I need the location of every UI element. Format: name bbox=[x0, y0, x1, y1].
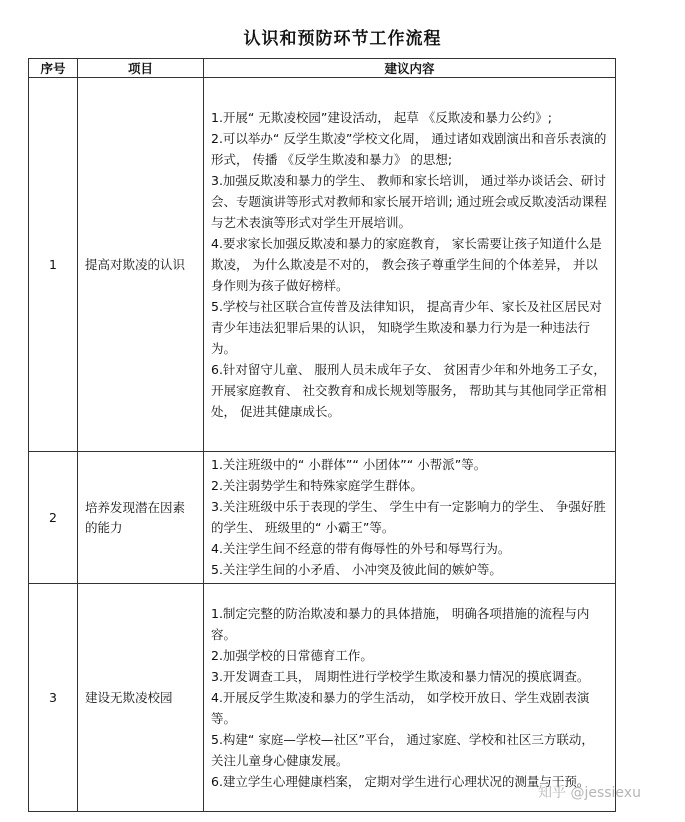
row-item: 培养发现潜在因素的能力 bbox=[78, 452, 204, 584]
content-entry: 4.关注学生间不经意的带有侮辱性的外号和辱骂行为。 bbox=[211, 541, 511, 556]
content-entry: 2.可以举办“ 反学生欺凌”学校文化周， 通过诸如戏剧演出和音乐表演的形式， 传播 《反学生欺凌和暴力》 的思想; bbox=[211, 130, 607, 167]
content-entry: 6.针对留守儿童、 服刑人员未成年子女、 贫困青少年和外地务工子女， 开展家庭教育、 社交教育和成长规划等服务， 帮助其与其他同学正常相处， 促进其健康成长。 bbox=[211, 361, 607, 419]
content-entry: 5.学校与社区联合宣传普及法律知识， 提高青少年、家长及社区居民对青少年违法犯罪后果的认识， 知晓学生欺凌和暴力行为是一种违法行为。 bbox=[211, 298, 602, 356]
table-row bbox=[29, 584, 616, 812]
content-entry: 2.加强学校的日常德育工作。 bbox=[211, 647, 373, 663]
content-entry: 5.关注学生间的小矛盾、 小冲突及彼此间的嫉妒等。 bbox=[211, 562, 502, 577]
content-entry: 3.开发调查工具， 周期性进行学校学生欺凌和暴力情况的摸底调查。 bbox=[211, 668, 590, 684]
page-title: 认识和预防环节工作流程 bbox=[243, 29, 442, 49]
header-item: 项目 bbox=[78, 59, 204, 78]
header-content: 建议内容 bbox=[204, 59, 616, 78]
content-entry: 2.关注弱势学生和特殊家庭学生群体。 bbox=[211, 478, 423, 493]
header-index: 序号 bbox=[29, 59, 78, 78]
row-index: 1 bbox=[29, 78, 78, 452]
workflow-table bbox=[28, 58, 616, 812]
watermark: 知乎 @jessiexu bbox=[538, 785, 641, 801]
table-row bbox=[29, 78, 616, 452]
content-entry: 1.制定完整的防治欺凌和暴力的具体措施， 明确各项措施的流程与内容。 bbox=[211, 605, 590, 642]
row-content bbox=[204, 584, 616, 812]
row-item: 提高对欺凌的认识 bbox=[78, 78, 204, 452]
row-content bbox=[204, 78, 616, 452]
row-index: 2 bbox=[29, 452, 78, 584]
table-row bbox=[29, 452, 616, 584]
content-entry: 6.建立学生心理健康档案， 定期对学生进行心理状况的测量与干预。 bbox=[211, 773, 590, 789]
content-entry: 1.关注班级中的“ 小群体”“ 小团体”“ 小帮派”等。 bbox=[211, 457, 487, 472]
table-header-row bbox=[29, 59, 616, 78]
content-entry: 4.要求家长加强反欺凌和暴力的家庭教育， 家长需要让孩子知道什么是欺凌， 为什么欺凌是不对的， 教会孩子尊重学生间的个体差异， 并以身作则为孩子做好榜样。 bbox=[211, 235, 602, 293]
content-entry: 3.关注班级中乐于表现的学生、 学生中有一定影响力的学生、 争强好胜的学生、 班级里的“ 小霸王”等。 bbox=[211, 499, 606, 535]
row-index: 3 bbox=[29, 584, 78, 812]
content-entry: 1.开展“ 无欺凌校园”建设活动， 起草 《反欺凌和暴力公约》; bbox=[211, 109, 553, 125]
content-entry: 4.开展反学生欺凌和暴力的学生活动， 如学校开放日、学生戏剧表演等。 bbox=[211, 689, 590, 726]
row-item: 建设无欺凌校园 bbox=[78, 584, 204, 812]
content-entry: 3.加强反欺凌和暴力的学生、 教师和家长培训， 通过举办谈话会、研讨会、专题演讲等形式对教师和家长展开培训; 通过班会或反欺凌活动课程与艺术表演等形式对学生开展培训。 bbox=[211, 172, 607, 230]
content-entry: 5.构建“ 家庭—学校—社区”平台， 通过家庭、学校和社区三方联动， 关注儿童身心健康发展。 bbox=[211, 731, 594, 768]
row-content bbox=[204, 452, 616, 584]
